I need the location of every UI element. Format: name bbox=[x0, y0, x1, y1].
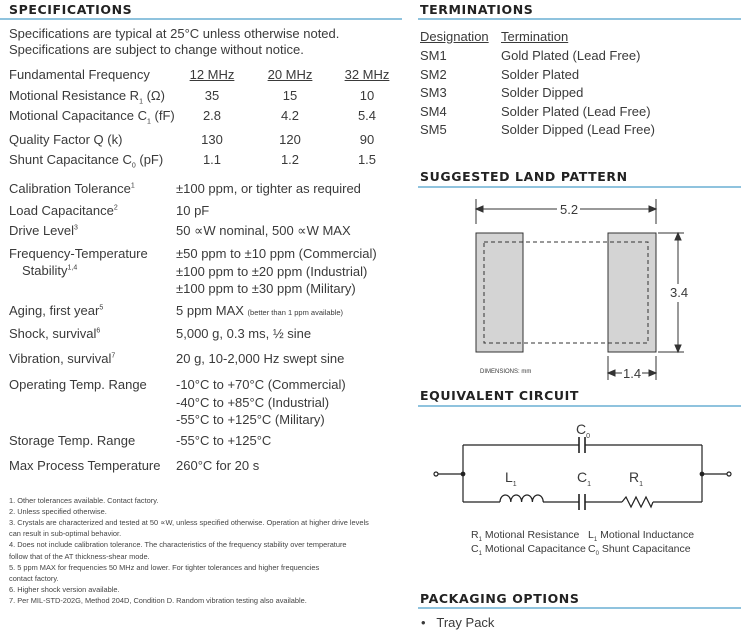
param-value: -10°C to +70°C (Commercial) bbox=[176, 377, 346, 392]
footnote: 4. Does not include calibration tolerance. The characteristics of the frequency stability over temperature bbox=[9, 540, 347, 550]
footnote-ref: 5 bbox=[99, 304, 104, 312]
designation: SM3 bbox=[420, 85, 447, 101]
footnote: contact factory. bbox=[9, 573, 59, 583]
param-label: Stability$^{1,4}$ bbox=[22, 263, 78, 278]
subscript: 1 bbox=[147, 118, 151, 126]
packaging-item-label: Tray Pack bbox=[436, 615, 495, 630]
cell-value: 130 bbox=[201, 132, 223, 147]
row-label: Quality Factor Q (k) bbox=[9, 132, 123, 147]
cell-value: 2.8 bbox=[202, 108, 222, 123]
footnote: follow that of the AT thickness-shear mode. bbox=[9, 551, 150, 561]
param-label: Max Process Temperature bbox=[9, 458, 161, 473]
legend-item: $C_0$ Shunt Capacitance bbox=[588, 543, 691, 558]
termination: Solder Dipped bbox=[501, 85, 584, 101]
cell-value: 1.2 bbox=[280, 152, 300, 167]
param-label: Shock, survival$^6$ bbox=[9, 326, 101, 341]
termination: Solder Plated bbox=[501, 66, 580, 82]
col-header: 32 MHz bbox=[344, 67, 390, 82]
param-label: Frequency-Temperature bbox=[9, 246, 148, 261]
param-value: 50 ∝W nominal, 500 ∝W MAX bbox=[176, 223, 351, 238]
param-value: ±100 ppm, or tighter as required bbox=[176, 181, 361, 196]
param-value: -55°C to +125°C bbox=[176, 433, 272, 448]
subscript: 1 bbox=[478, 551, 482, 558]
cell-value: 1.5 bbox=[357, 152, 377, 167]
subscript: 1 bbox=[593, 537, 598, 544]
param-value: 5,000 g, 0.3 ms, ½ sine bbox=[176, 326, 312, 341]
resistor-r1 bbox=[622, 497, 653, 507]
cell-value: 15 bbox=[282, 88, 298, 103]
land-pattern-drawing bbox=[476, 199, 684, 380]
param-label: Storage Temp. Range bbox=[9, 433, 136, 448]
designation: SM4 bbox=[420, 103, 447, 119]
termination: Solder Plated (Lead Free) bbox=[501, 103, 651, 119]
intro-line: Specifications are subject to change without notice. bbox=[9, 42, 304, 57]
footnote: 3. Crystals are characterized and tested at 50 ∝W, unless specified otherwise. Operation at higher drive levels bbox=[9, 518, 369, 528]
footnote: can result in sub-optimal behavior. bbox=[9, 529, 122, 539]
packaging-item: • Tray Pack bbox=[421, 615, 495, 630]
designation: SM1 bbox=[420, 48, 447, 63]
cell-value: 10 bbox=[359, 88, 375, 103]
subscript: 0 bbox=[131, 162, 136, 170]
col-header: 20 MHz bbox=[267, 67, 313, 82]
footnote-ref: 3 bbox=[74, 224, 78, 232]
param-value: 5 ppm MAX (better than 1 ppm available) bbox=[176, 303, 344, 318]
freq-label: Fundamental Frequency bbox=[9, 67, 150, 82]
cell-value: 4.2 bbox=[280, 108, 300, 123]
termination-header: Termination bbox=[501, 29, 569, 44]
param-value: ±50 ppm to ±10 ppm (Commercial) bbox=[176, 246, 377, 261]
footnote: 5. 5 ppm MAX for frequencies 50 MHz and lower. For tighter tolerances and higher frequencies bbox=[9, 562, 320, 572]
row-label: Motional Capacitance $C_1$ (fF) bbox=[9, 108, 175, 126]
param-value: ±100 ppm to ±30 ppm (Military) bbox=[176, 281, 356, 296]
subscript: 0 bbox=[595, 551, 599, 558]
legend-item: $C_1$ Motional Capacitance bbox=[471, 543, 586, 558]
row-label: Shunt Capacitance $C_0$ (pF) bbox=[9, 152, 164, 170]
dim-pad-width: 1.4 bbox=[623, 366, 642, 381]
land-pattern-heading: SUGGESTED LAND PATTERN bbox=[420, 169, 628, 184]
footnote: 7. Per MIL-STD-202G, Method 204D, Condition D. Random vibration testing also available. bbox=[9, 595, 307, 605]
row-label: Motional Resistance $R_1$ (Ω) bbox=[9, 88, 165, 106]
label-c1: $C_1$ bbox=[577, 469, 592, 488]
param-value: 260°C for 20 s bbox=[176, 458, 260, 473]
cell-value: 90 bbox=[359, 132, 375, 147]
subscript: 1 bbox=[478, 537, 482, 544]
footnote-ref: 2 bbox=[113, 204, 118, 212]
param-value: 10 pF bbox=[176, 203, 210, 218]
footnote: 6. Higher shock version available. bbox=[9, 584, 120, 594]
cell-value: 35 bbox=[204, 88, 220, 103]
footnote-ref: 7 bbox=[111, 352, 116, 360]
col-header: 12 MHz bbox=[189, 67, 235, 82]
specifications-heading: SPECIFICATIONS bbox=[9, 2, 133, 17]
param-label: Operating Temp. Range bbox=[9, 377, 147, 392]
footnote: 2. Unless specified otherwise. bbox=[9, 507, 107, 517]
footnote-ref: 1 bbox=[130, 182, 135, 190]
param-value: -55°C to +125°C (Military) bbox=[176, 412, 325, 427]
left-pad bbox=[476, 233, 523, 352]
equivalent-circuit-heading: EQUIVALENT CIRCUIT bbox=[420, 388, 580, 403]
left-terminal bbox=[434, 472, 438, 476]
packaging-heading: PACKAGING OPTIONS bbox=[420, 591, 580, 606]
dimensions-note: DIMENSIONS: mm bbox=[480, 369, 532, 375]
termination: Gold Plated (Lead Free) bbox=[501, 48, 641, 63]
cell-value: 120 bbox=[279, 132, 301, 147]
param-value: ±100 ppm to ±20 ppm (Industrial) bbox=[176, 263, 368, 279]
terminations-heading: TERMINATIONS bbox=[420, 2, 534, 17]
footnote: 1. Other tolerances available. Contact factory. bbox=[9, 496, 159, 505]
param-label: Drive Level$^3$ bbox=[9, 223, 78, 238]
param-label: Load Capacitance$^2$ bbox=[9, 203, 118, 218]
label-r1: $R_1$ bbox=[629, 469, 644, 488]
label-l1: $L_1$ bbox=[505, 469, 517, 488]
termination: Solder Dipped (Lead Free) bbox=[501, 122, 655, 138]
footnote-ref: 1,4 bbox=[67, 264, 78, 272]
param-value: 20 g, 10-2,000 Hz swept sine bbox=[176, 351, 345, 366]
legend-item: $L_1$ Motional Inductance bbox=[588, 529, 695, 544]
cell-value: 1.1 bbox=[202, 152, 222, 167]
designation: SM5 bbox=[420, 122, 447, 138]
dim-width: 5.2 bbox=[560, 202, 579, 217]
legend-item: $R_1$ Motional Resistance bbox=[471, 529, 580, 544]
intro-line: Specifications are typical at 25°C unless otherwise noted. bbox=[9, 26, 340, 41]
param-note: (better than 1 ppm available) bbox=[247, 308, 344, 317]
param-label: Vibration, survival$^7$ bbox=[9, 351, 116, 366]
param-label: Aging, first year$^5$ bbox=[9, 303, 104, 318]
cell-value: 5.4 bbox=[357, 108, 377, 123]
param-value: -40°C to +85°C (Industrial) bbox=[176, 394, 330, 410]
right-pad bbox=[608, 233, 656, 352]
inductor-l1 bbox=[500, 495, 543, 502]
label-c0: $C_0$ bbox=[576, 421, 591, 440]
designation: SM2 bbox=[420, 66, 447, 82]
designation-header: Designation bbox=[420, 29, 489, 44]
subscript: 1 bbox=[139, 98, 143, 106]
dim-height: 3.4 bbox=[670, 285, 689, 300]
footnote-ref: 6 bbox=[96, 327, 101, 335]
right-terminal bbox=[727, 472, 731, 476]
param-label: Calibration Tolerance$^1$ bbox=[9, 181, 135, 196]
